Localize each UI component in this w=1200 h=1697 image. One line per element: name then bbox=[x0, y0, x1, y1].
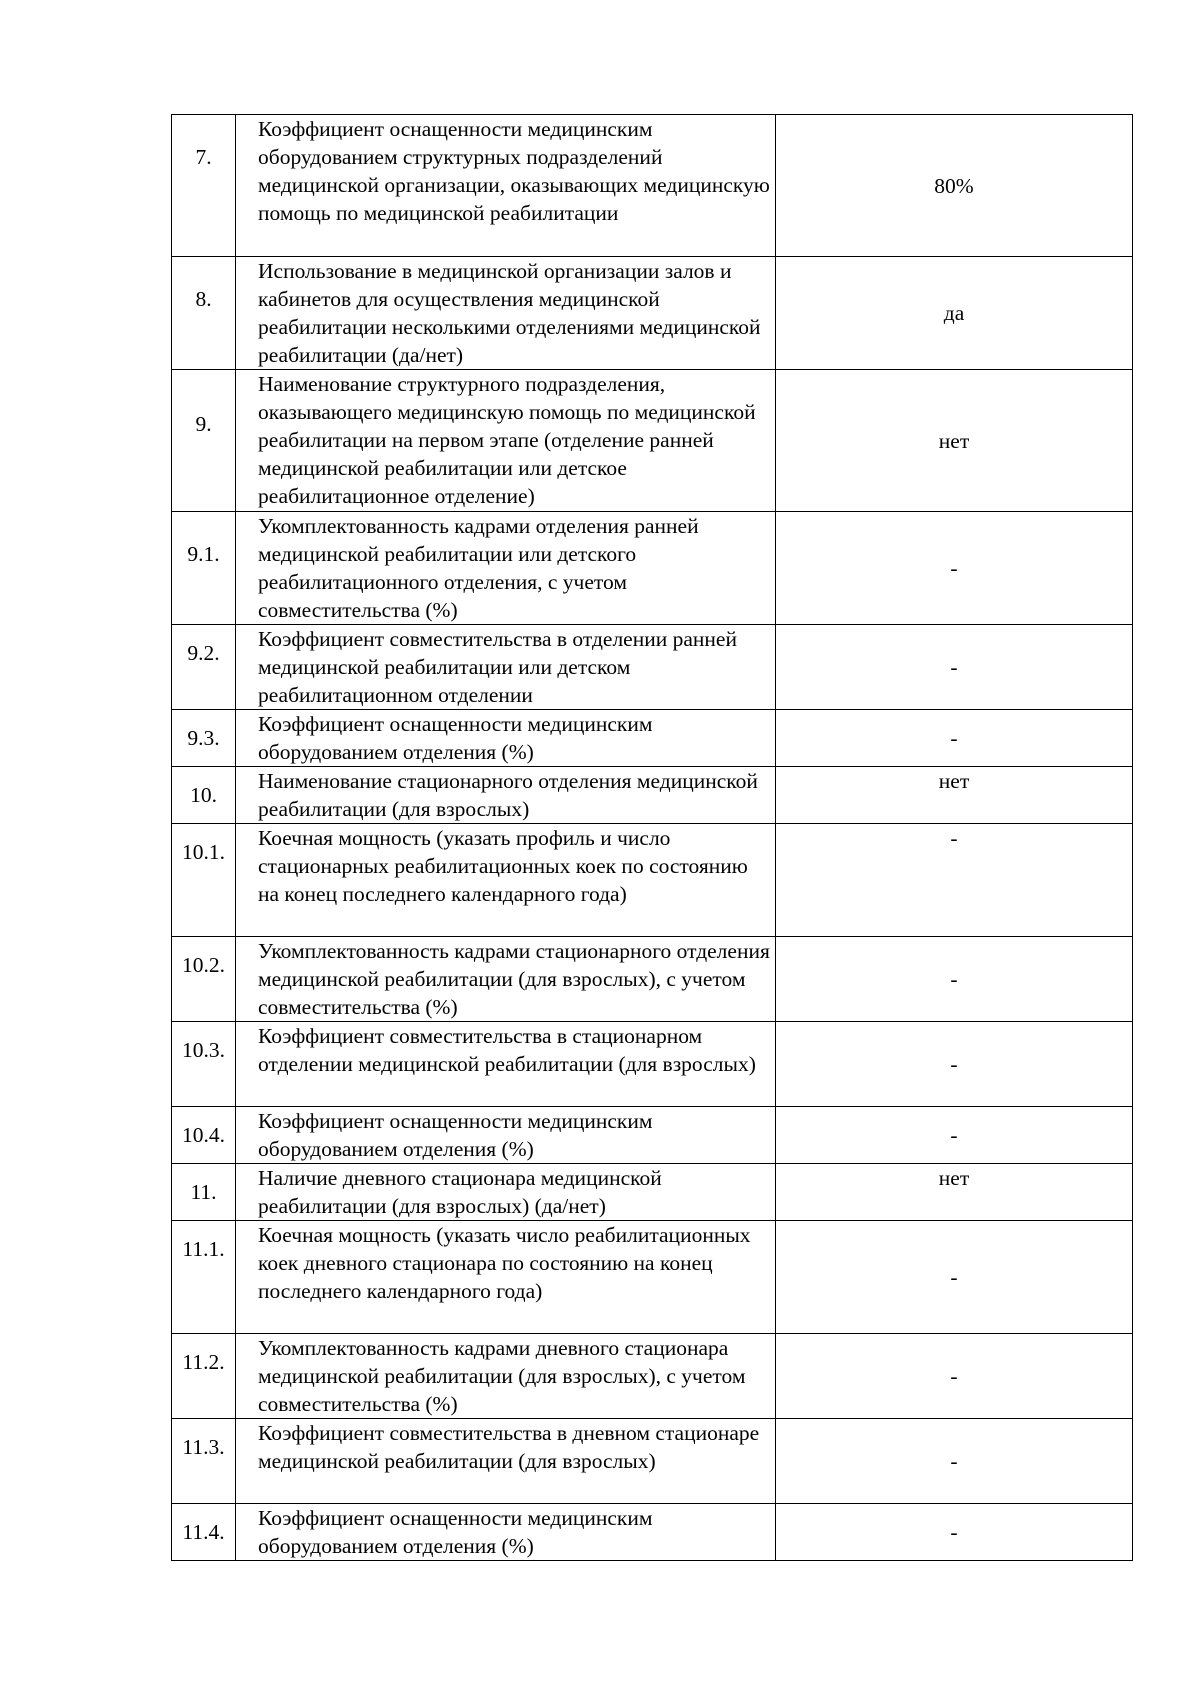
table-row bbox=[172, 767, 1133, 824]
indicator-name: Укомплектованность кадрами стационарного отделения медицинской реабилитации (для взрослых), с учетом совместительства (%) bbox=[236, 937, 776, 1022]
indicator-value: - bbox=[776, 824, 1133, 937]
indicator-value: нет bbox=[776, 767, 1133, 824]
row-number: 11.3. bbox=[182, 1435, 225, 1459]
indicator-name: Наименование стационарного отделения медицинской реабилитации (для взрослых) bbox=[236, 767, 776, 824]
indicator-name: Коэффициент оснащенности медицинским оборудованием структурных подразделений медицинской организации, оказывающих медицинскую помощь по медицинской реабилитации bbox=[236, 115, 776, 257]
table-row bbox=[172, 1022, 1133, 1107]
row-number: 10.2. bbox=[182, 953, 225, 977]
row-number-cell bbox=[172, 1334, 236, 1419]
row-number: 8. bbox=[195, 287, 212, 311]
row-number: 10. bbox=[190, 783, 217, 807]
table-row bbox=[172, 625, 1133, 710]
table-row bbox=[172, 1221, 1133, 1334]
indicator-value: да bbox=[776, 257, 1133, 370]
row-number: 11.2. bbox=[182, 1350, 225, 1374]
table-row bbox=[172, 710, 1133, 767]
table-row bbox=[172, 937, 1133, 1022]
row-number-cell bbox=[172, 1504, 236, 1561]
indicator-value: нет bbox=[776, 370, 1133, 512]
indicator-name: Укомплектованность кадрами отделения ранней медицинской реабилитации или детского реабилитационного отделения, с учетом совместительства (%) bbox=[236, 512, 776, 625]
row-number: 10.3. bbox=[182, 1038, 225, 1062]
row-number-cell bbox=[172, 1164, 236, 1221]
row-number-cell bbox=[172, 1419, 236, 1504]
row-number: 11.1. bbox=[182, 1237, 225, 1261]
indicator-value: - bbox=[776, 710, 1133, 767]
indicator-name: Укомплектованность кадрами дневного стационара медицинской реабилитации (для взрослых), с учетом совместительства (%) bbox=[236, 1334, 776, 1419]
table-row bbox=[172, 1107, 1133, 1164]
indicator-name: Коечная мощность (указать профиль и число стационарных реабилитационных коек по состоянию на конец последнего календарного года) bbox=[236, 824, 776, 937]
indicator-value: - bbox=[776, 937, 1133, 1022]
indicator-name: Коэффициент оснащенности медицинским оборудованием отделения (%) bbox=[236, 710, 776, 767]
table-row bbox=[172, 370, 1133, 512]
indicator-name: Коэффициент оснащенности медицинским оборудованием отделения (%) bbox=[236, 1107, 776, 1164]
row-number-cell bbox=[172, 824, 236, 937]
row-number-cell bbox=[172, 115, 236, 257]
row-number: 9.3. bbox=[187, 726, 220, 750]
row-number: 11. bbox=[190, 1180, 217, 1204]
indicator-value: - bbox=[776, 1419, 1133, 1504]
row-number-cell bbox=[172, 937, 236, 1022]
indicator-name: Наименование структурного подразделения, оказывающего медицинскую помощь по медицинской реабилитации на первом этапе (отделение ранней медицинской реабилитации или детское реабилитационное отделение) bbox=[236, 370, 776, 512]
indicators-table bbox=[171, 114, 1133, 1561]
table-row bbox=[172, 824, 1133, 937]
row-number-cell bbox=[172, 257, 236, 370]
table-row bbox=[172, 512, 1133, 625]
indicator-value: - bbox=[776, 625, 1133, 710]
indicator-name: Использование в медицинской организации залов и кабинетов для осуществления медицинской реабилитации несколькими отделениями медицинской реабилитации (да/нет) bbox=[236, 257, 776, 370]
table-row bbox=[172, 1334, 1133, 1419]
row-number-cell bbox=[172, 625, 236, 710]
row-number: 10.4. bbox=[182, 1123, 225, 1147]
row-number-cell bbox=[172, 1022, 236, 1107]
row-number-cell bbox=[172, 1221, 236, 1334]
table-row bbox=[172, 1164, 1133, 1221]
row-number-cell bbox=[172, 1107, 236, 1164]
indicator-value: нет bbox=[776, 1164, 1133, 1221]
indicator-value: - bbox=[776, 1107, 1133, 1164]
row-number: 9.2. bbox=[187, 641, 220, 665]
indicator-name: Коэффициент оснащенности медицинским оборудованием отделения (%) bbox=[236, 1504, 776, 1561]
row-number-cell bbox=[172, 370, 236, 512]
row-number: 10.1. bbox=[182, 840, 225, 864]
indicator-name: Коэффициент совместительства в дневном стационаре медицинской реабилитации (для взрослых) bbox=[236, 1419, 776, 1504]
table-row bbox=[172, 1419, 1133, 1504]
indicator-value: - bbox=[776, 1504, 1133, 1561]
row-number-cell bbox=[172, 512, 236, 625]
row-number-cell bbox=[172, 710, 236, 767]
indicator-value: - bbox=[776, 1022, 1133, 1107]
row-number: 9.1. bbox=[187, 542, 220, 566]
indicator-value: - bbox=[776, 1221, 1133, 1334]
row-number: 11.4. bbox=[182, 1520, 225, 1544]
table-row bbox=[172, 257, 1133, 370]
indicator-name: Наличие дневного стационара медицинской реабилитации (для взрослых) (да/нет) bbox=[236, 1164, 776, 1221]
row-number: 7. bbox=[195, 145, 212, 169]
indicator-name: Коэффициент совместительства в стационарном отделении медицинской реабилитации (для взрослых) bbox=[236, 1022, 776, 1107]
row-number: 9. bbox=[195, 412, 212, 436]
indicators-table-body bbox=[172, 115, 1133, 1561]
indicator-value: - bbox=[776, 1334, 1133, 1419]
table-row bbox=[172, 115, 1133, 257]
indicator-value: - bbox=[776, 512, 1133, 625]
indicator-name: Коэффициент совместительства в отделении ранней медицинской реабилитации или детском реабилитационном отделении bbox=[236, 625, 776, 710]
row-number-cell bbox=[172, 767, 236, 824]
table-row bbox=[172, 1504, 1133, 1561]
indicator-value: 80% bbox=[776, 115, 1133, 257]
indicator-name: Коечная мощность (указать число реабилитационных коек дневного стационара по состоянию на конец последнего календарного года) bbox=[236, 1221, 776, 1334]
